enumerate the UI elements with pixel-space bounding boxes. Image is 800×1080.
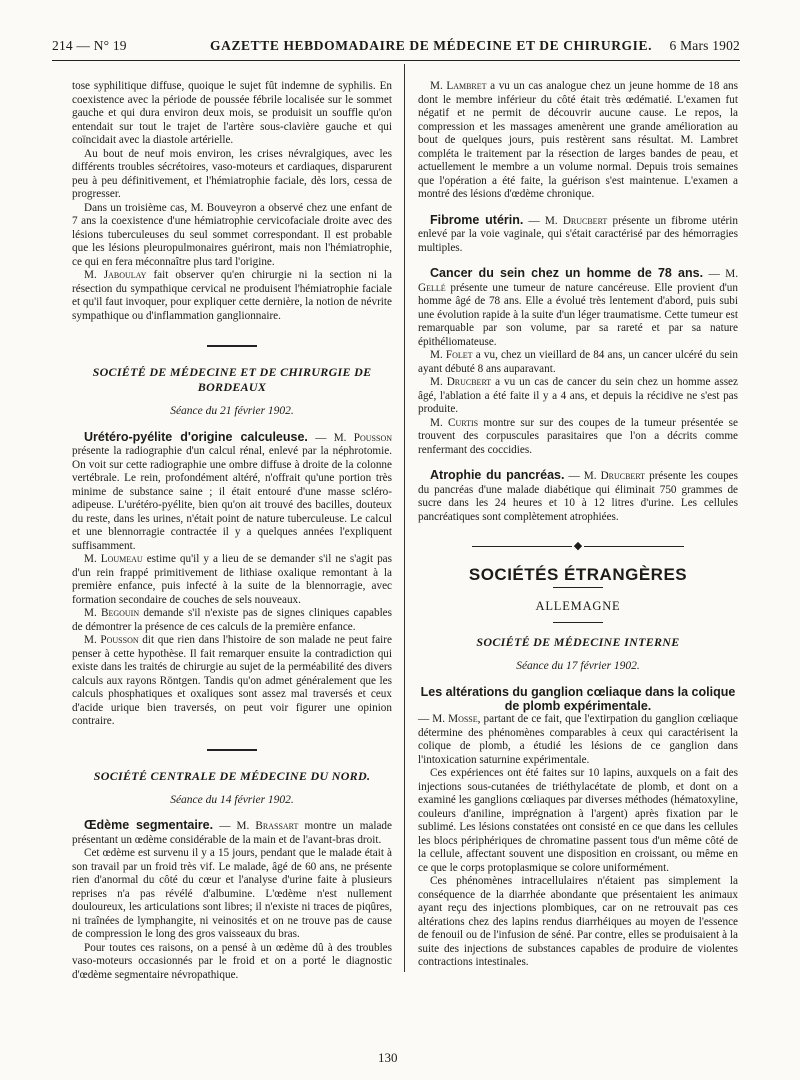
paragraph — [72, 607, 392, 634]
paragraph-text: a vu un cas de cancer du sein chez un homme assez âgé, l'ablation a été faite il y a 4 ans, et depuis la récidive ne s'est pas produite. — [418, 376, 738, 415]
section-rule — [207, 345, 257, 347]
right-column — [418, 80, 738, 970]
article-title: Fibrome utérin. — [430, 212, 524, 227]
paragraph: Dans un troisième cas, M. Bouveyron a observé chez une enfant de 7 ans la coexistence d'une hémiatrophie cervicofaciale droite avec des lésions tuberculeuses du seul sommet correspondant. Il est probable que les lésions pleuropulmonaires guériront, mais non l'hémiatrophie, ce qui en fera méconnaître plus tard l'origine. — [72, 201, 392, 268]
paragraph-text: montre sur sur des coupes de la tumeur présentée se trouvent des corpuscules parasitaires que l'on a décrits comme renfermant des coccidies. — [418, 416, 738, 456]
author-name: M. Jaboulay — [84, 269, 147, 281]
paragraph — [418, 349, 738, 376]
paragraph — [72, 269, 392, 323]
article-title: Urétéro-pyélite d'origine calculeuse. — [84, 429, 308, 444]
author-name: — M. Gellé — [418, 268, 739, 294]
article-title: Les altérations du ganglion cœliaque dans la colique de plomb expérimentale. — [420, 685, 736, 713]
country-heading: ALLEMAGNE — [535, 599, 621, 613]
paragraph: Ces phénomènes intracellulaires n'étaient pas simplement la conséquence de la diarrhée abondante que présentaient les animaux ayant reçu des injections plombiques, car on ne retrouvait pas ces altérations chez des lapins rendus diarrhéiques au moyen de l'essence de fenouil ou de l'infusion de séné. Par contre, elles se produisaient à la suite des injections de substances capables de produire de violentes contractions intestinales. — [418, 875, 738, 968]
paragraph-text: a vu, chez un vieillard de 84 ans, un cancer ulcéré du sein ayant débuté 8 ans auparavant. — [418, 349, 739, 375]
author-name: — M. Pousson — [307, 431, 392, 444]
author-name: M. Pousson — [84, 634, 139, 646]
article-title: Cancer du sein chez un homme de 78 ans. — [430, 266, 704, 280]
paragraph-text: a vu un cas analogue chez un jeune homme de 18 ans dont le membre inférieur du côté était très œdématié. L'examen fut négatif et ne permit de découvrir aucune cause. Le repos, la compression et les massages amenèrent une grande amélioration au bout de quelques jours, puis restèrent sans résultat. M. Lambret compléta le traitement par la résection de larges bandes de peau, et actuellement le membre a un volume normal. Depuis trois semaines que l'opération a été faite, la guérison s'est maintenue. L'examen a montré des lésions d'œdème chronique. — [418, 80, 738, 200]
ornament-rule — [584, 546, 684, 547]
article-paragraph — [418, 267, 738, 349]
paragraph — [72, 634, 392, 729]
seance-date: Séance du 14 février 1902. — [170, 793, 294, 806]
paragraph-text: dit que rien dans l'histoire de son malade ne peut faire penser à cette hypothèse. Il fait remarquer ensuite la contradiction qui existe dans les traités de chirurgie au sujet de la perméabilité des divers calculs aux rayons Röntgen. Tandis qu'on admet généralement que les calculs phosphatiques et oxaliques sont assez mal traversés et ceux d'acide urique bien traversés, on peut voir figurer une opinion contraire. — [72, 634, 392, 727]
diamond-icon: ◆ — [573, 540, 583, 552]
section-rule — [553, 622, 603, 623]
society-heading-interne: SOCIÉTÉ DE MÉDECINE INTERNE — [476, 634, 680, 649]
author-name: — M. Drucbert — [523, 214, 608, 227]
paragraph-text: présente un fibrome utérin enlevé par la voie vaginale, qui s'était caractérisé par des hémorragies multiples. — [418, 214, 738, 254]
article-paragraph — [72, 819, 392, 847]
issue-date: 6 Mars 1902 — [669, 38, 740, 53]
author-name: — M. Mosse, — [418, 713, 481, 725]
paragraph-text: estime qu'il y a lieu de se demander s'il ne s'agit pas d'un rein frappé primitivement de lithiase oxalique remontant à la première enfance, puis infecté à la suite de la blennorragie, avec formation secondaire de couches de sels nouveaux. — [72, 553, 392, 606]
paragraph — [72, 553, 392, 607]
author-name: M. Begouin — [84, 607, 140, 619]
paragraph: Au bout de neuf mois environ, les crises névralgiques, avec les différents troubles sécrétoires, vaso-moteurs et cardiaques, disparurent peu à peu définitivement, et l'hémiatrophie faciale, dès lors, cessa de progresser. — [72, 147, 392, 200]
left-column — [72, 80, 392, 982]
paragraph: Pour toutes ces raisons, on a pensé à un œdème dû à des troubles vaso-moteurs occasionnés par le froid et on a porté le diagnostic d'œdème segmentaire névropathique. — [72, 941, 392, 981]
running-header — [52, 38, 740, 58]
paragraph — [418, 80, 738, 202]
paragraph-text: montre un malade présentant un œdème considérable de la main et de l'avant-bras droit. — [72, 820, 392, 846]
author-name: M. Curtis — [430, 416, 479, 429]
seance-date: Séance du 21 février 1902. — [170, 405, 294, 417]
journal-title: GAZETTE HEBDOMADAIRE DE MÉDECINE ET DE CHIRURGIE. — [210, 38, 653, 53]
seance-date: Séance du 17 février 1902. — [516, 659, 640, 672]
section-heading: SOCIÉTÉS ÉTRANGÈRES — [468, 564, 688, 584]
society-heading-nord: SOCIÉTÉ CENTRALE DE MÉDECINE DU NORD. — [93, 768, 371, 783]
author-name: M. Lambret — [430, 80, 487, 92]
section-rule — [553, 587, 603, 588]
author-name: M. Folet — [430, 349, 473, 361]
article-paragraph — [418, 214, 738, 256]
header-rule — [52, 60, 740, 61]
article-title: Œdème segmentaire. — [84, 818, 214, 832]
author-name: — M. Drucbert — [564, 470, 646, 482]
ornament-rule — [472, 546, 572, 547]
society-heading-bordeaux: SOCIÉTÉ DE MÉDECINE ET DE CHIRURGIE DE BORDEAUX — [92, 365, 372, 394]
paragraph: tose syphilitique diffuse, quoique le sujet fût indemne de syphilis. En coexistence avec la période de poussée fébrile localisée sur le sommet gauche et qui dura environ deux mois, se produisit un souffle qu'on entendait sur tout le trajet de l'artère sous-clavière gauche et qui coïncidait avec la diastole artérielle. — [72, 80, 392, 146]
paragraph-text: présente les coupes du pancréas d'une malade diabétique qui éliminait 750 grammes de sucre dans les 24 heures et 10 à 12 litres d'urine. Les cellules pancréatiques sont complètement atrophiées. — [418, 470, 738, 523]
paragraph — [418, 376, 738, 417]
paragraph-text: demande s'il n'existe pas de signes cliniques capables de démontrer la présence de ces calculs de la première enfance. — [72, 607, 392, 633]
author-name: — M. Brassart — [213, 820, 299, 832]
page-reference: 214 — N° 19 — [52, 38, 127, 53]
author-name: M. Loumeau — [84, 553, 143, 565]
author-name: M. Drucbert — [430, 376, 492, 388]
section-ornament — [418, 540, 738, 554]
article-paragraph — [418, 713, 738, 767]
paragraph: Ces expériences ont été faites sur 10 lapins, auxquels on a fait des injections sous-cutanées de triéthylacétate de plomb, et dont on a examiné les ganglions cœliaques par diverses méthodes (hématoxyline, couleurs d'aniline, imprégnation à l'argent) après fixation par le sublimé. Les lésions constatées ont consisté en ce que dans les cellules les blocs périphériques de chromatine passent tous d'un même côté de la cellule, affectant souvent une disposition en croissant, ou même en ce que le corps protoplasmique se colore uniformément. — [418, 767, 738, 874]
paragraph — [418, 417, 738, 458]
page-number: 130 — [378, 1050, 398, 1065]
paragraph-text: fait observer qu'en chirurgie ni la section ni la résection du sympathique cervical ne produisent l'hémiatrophie faciale et qu'il faut invoquer, pour expliquer cette dernière, la notion de névrite sympathique ou d'inflammation ganglionnaire. — [72, 269, 392, 322]
paragraph: Cet œdème est survenu il y a 15 jours, pendant que le malade était à son travail par un froid très vif. Le malade, âgé de 60 ans, ne présente rien d'anormal du côté du cœur et l'analyse d'urine faite à plusieurs reprises n'a pas révélé d'albumine. L'œdème n'est nullement douloureux, les articulations sont libres; il n'existe ni traces de piqûres, ni traînées de lymphangite, ni veinosités et on ne trouve pas de cause de compression le long des gros vaisseaux du bras. — [72, 847, 392, 940]
paragraph-text: présente la radiographie d'un calcul rénal, enlevé par la néphrotomie. On voit sur cette radiographie une ombre diffuse à droite de la colonne vertébrale. Le rein, profondément altéré, n'offrait qu'une portion très minime de substance saine ; il était entouré d'une masse scléro-adipeuse. L'urétéro-pyélite, bien qu'on ait trouvé des bacilles, douteux du reste, dans les urines, n'était point de nature tuberculeuse. Le calcul et une blennorragie contractée il y a quelques années l'expliquent suffisamment. — [72, 445, 392, 552]
article-title: Atrophie du pancréas. — [430, 468, 565, 482]
paragraph-text: présente une tumeur de nature cancéreuse. Elle provient d'un homme âgé de 78 ans. Elle a évolué très lentement d'abord, puis subi une évolution rapide à la suite d'un léger traumatisme. Cette tumeur est remarquable par son volume, par sa rareté et par sa nature épithéliomateuse. — [418, 281, 738, 348]
paragraph-text: partant de ce fait, que l'extirpation du ganglion cœliaque détermine des phénomènes comparables à ceux qui caractérisent la colique de plomb, a étudié les lésions de ce ganglion dans l'intoxication saturnine expérimentale. — [418, 713, 738, 766]
section-rule — [207, 749, 257, 751]
column-divider — [404, 64, 405, 972]
article-paragraph — [72, 431, 392, 554]
article-paragraph — [418, 469, 738, 524]
